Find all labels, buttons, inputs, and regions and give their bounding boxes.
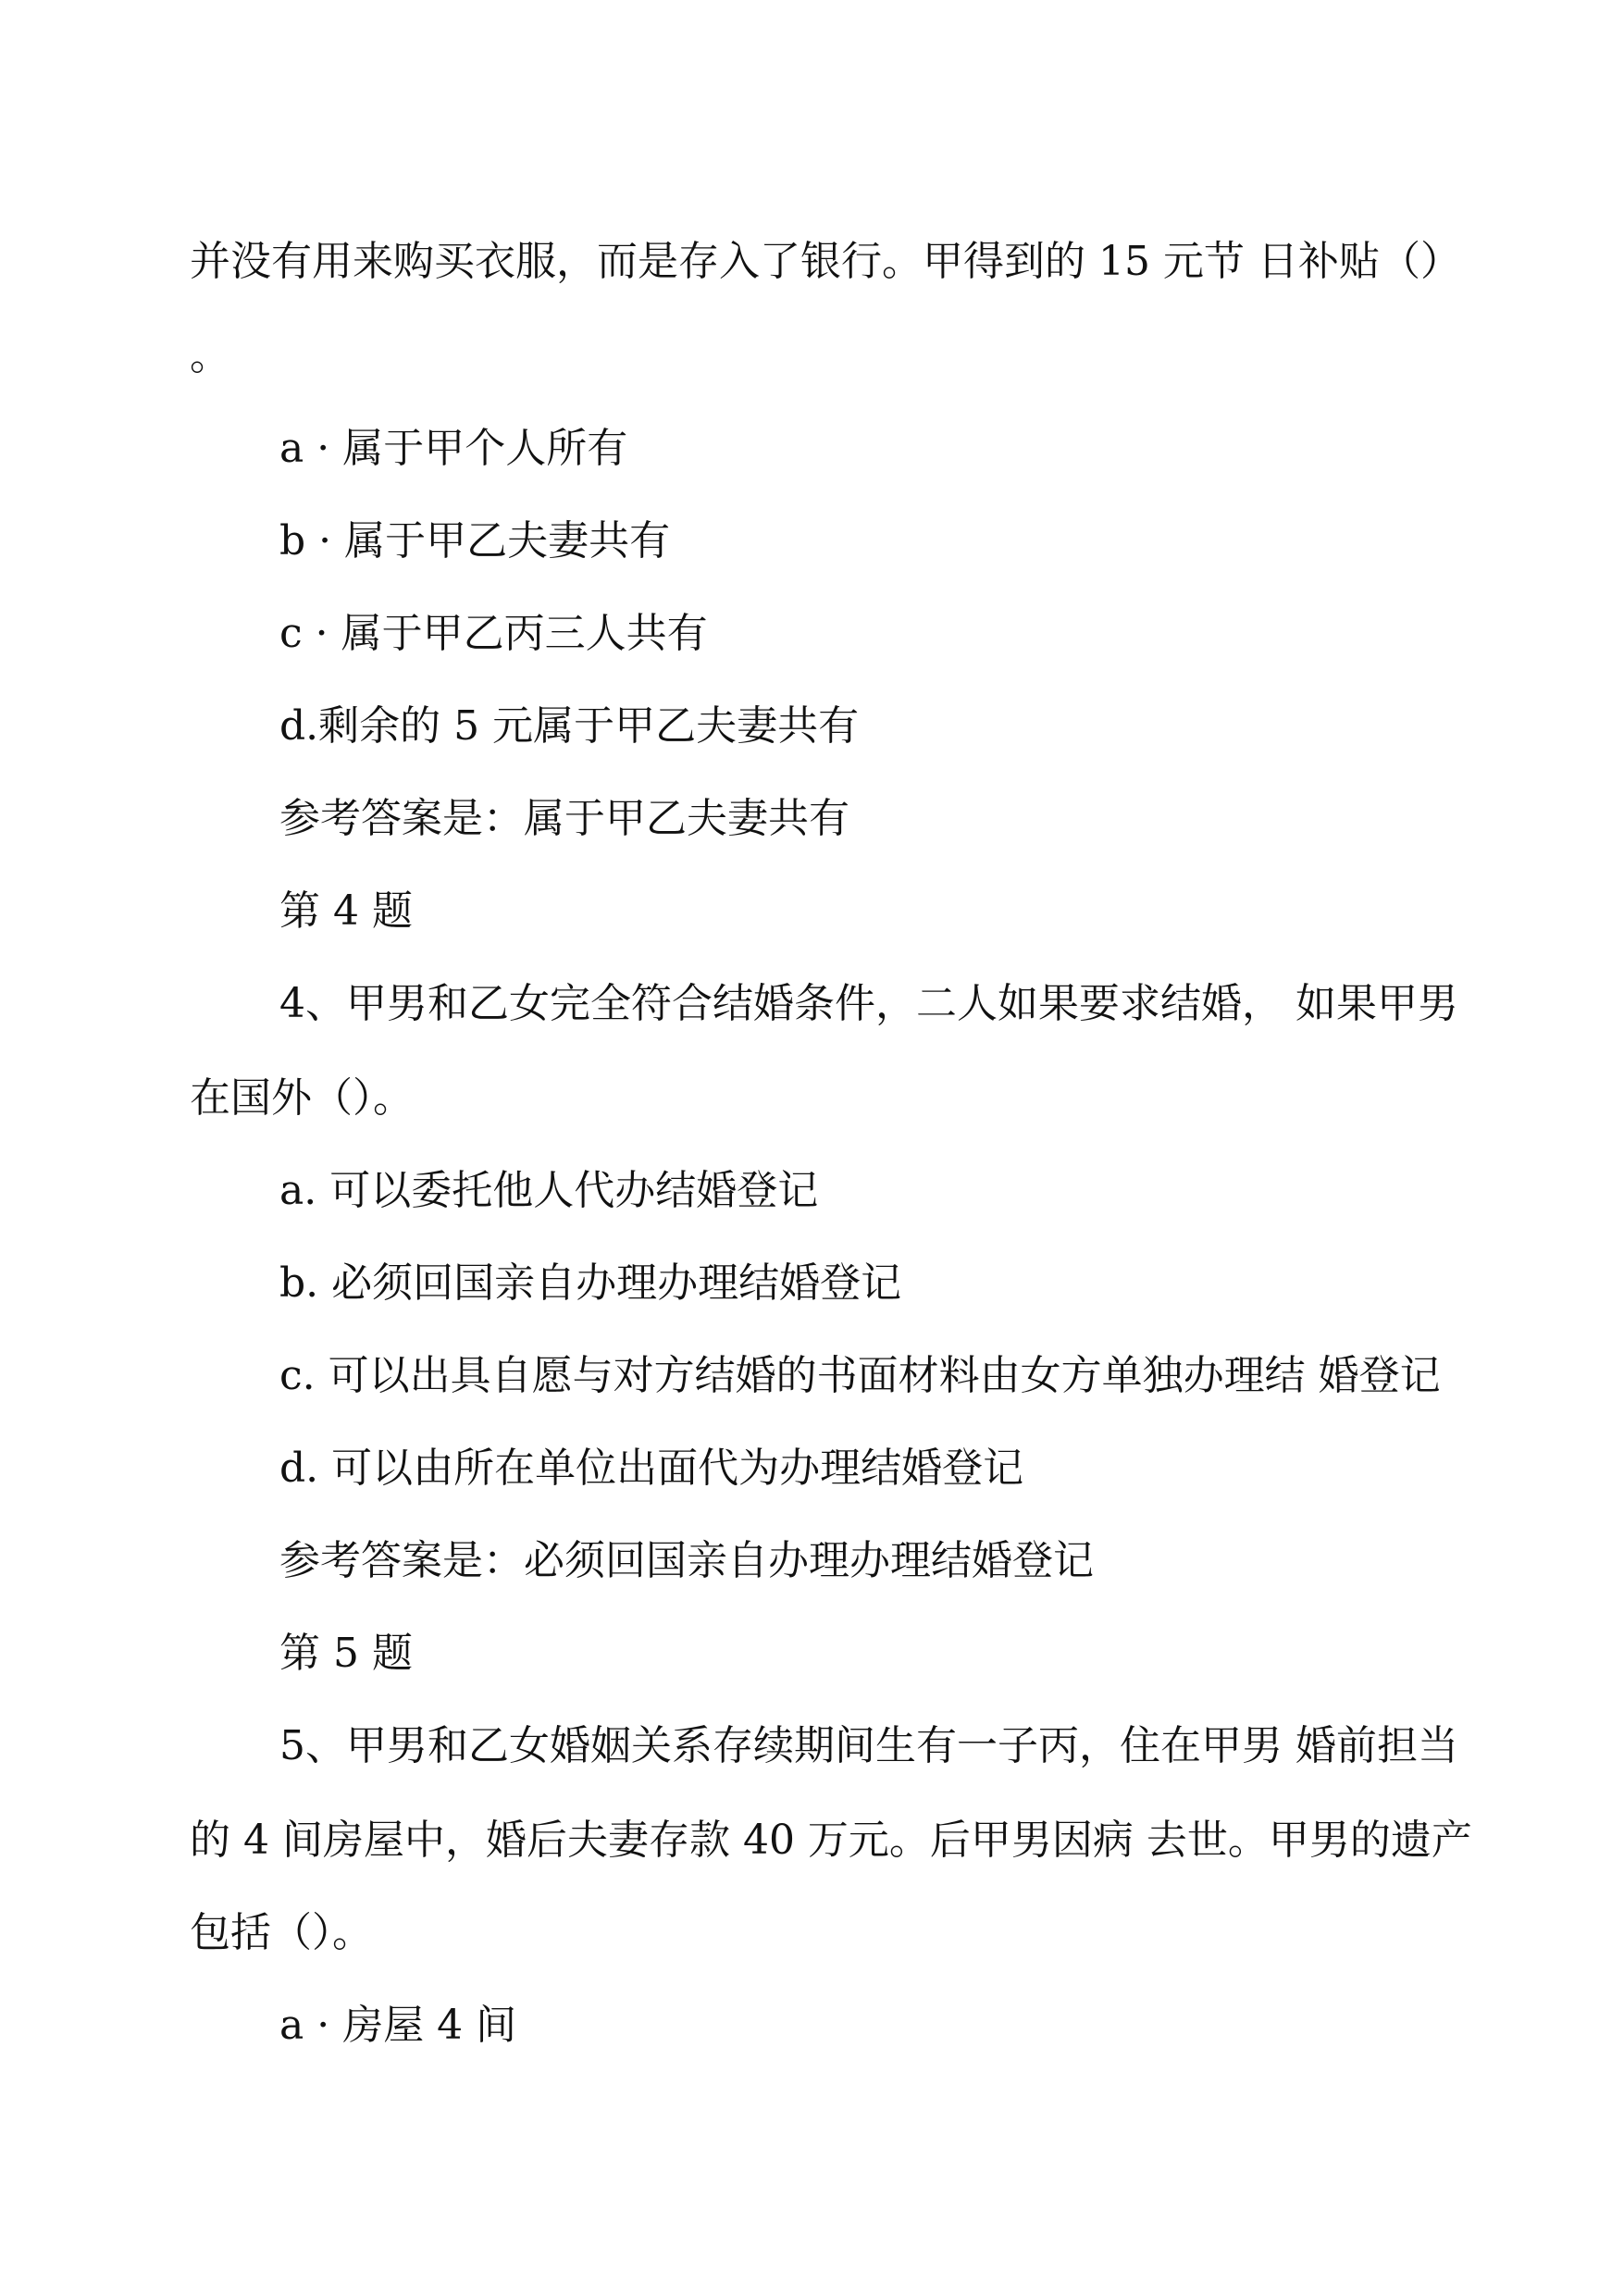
option-c: c. 可以出具自愿与对方结婚的书面材料由女方单独办理结 婚登记: [279, 1352, 1441, 1399]
question-4-text-continued: 在国外（）。: [190, 1074, 414, 1122]
question-heading-5: 第 5 题: [279, 1630, 413, 1677]
option-a: a · 属于甲个人所有: [279, 425, 628, 472]
reference-answer: 参考答案是：必须回国亲自办理办理结婚登记: [279, 1537, 1094, 1584]
text-line-question3-end: 。: [190, 332, 230, 379]
question-5-text-continued: 的 4 间房屋中，婚后夫妻存款 40 万元。后甲男因病 去世。甲男的遗产: [190, 1817, 1472, 1864]
question-heading-4: 第 4 题: [279, 887, 413, 935]
option-a: a · 房屋 4 间: [279, 2002, 517, 2049]
question-5-text: 5、甲男和乙女婚姻关系存续期间生有一子丙，住在甲男 婚前担当: [279, 1722, 1458, 1769]
option-d: d.剩余的 5 元属于甲乙夫妻共有: [279, 702, 860, 750]
option-a: a. 可以委托他人代办结婚登记: [279, 1167, 819, 1214]
question-5-text-end: 包括（）。: [190, 1909, 373, 1956]
text-line-question3-continuation: 并没有用来购买衣服，而是存入了银行。甲得到的 15 元节 日补贴（）: [190, 238, 1461, 285]
question-4-text: 4、甲男和乙女完全符合结婚条件，二人如果要求结婚， 如果甲男: [279, 980, 1458, 1027]
option-c: c · 属于甲乙丙三人共有: [279, 610, 708, 657]
reference-answer: 参考答案是：属于甲乙夫妻共有: [279, 795, 849, 842]
option-b: b. 必须回国亲自办理办理结婚登记: [279, 1259, 902, 1307]
option-d: d. 可以由所在单位出面代为办理结婚登记: [279, 1445, 1024, 1492]
option-b: b · 属于甲乙夫妻共有: [279, 517, 671, 564]
